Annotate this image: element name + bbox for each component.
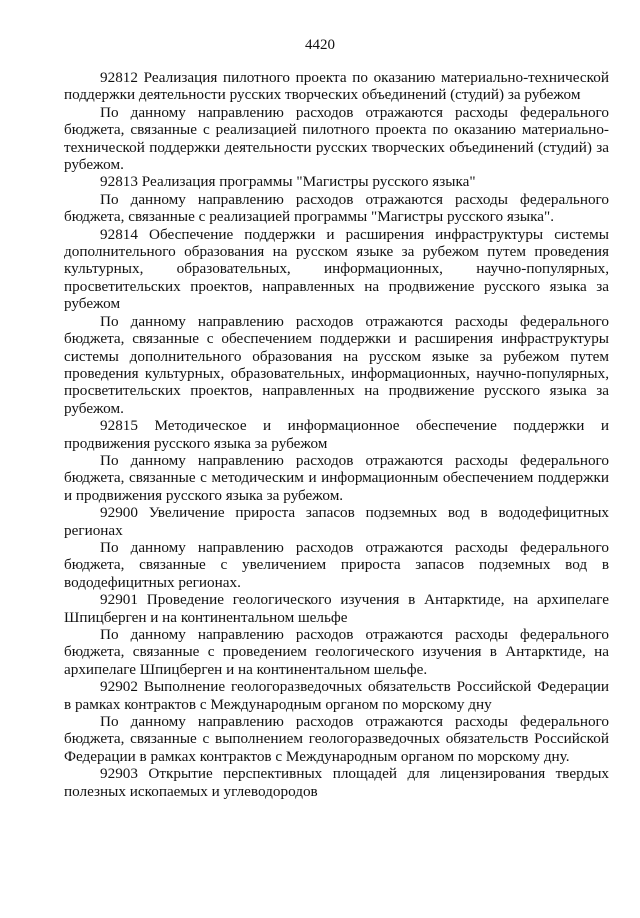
paragraph-92814-description: По данному направлению расходов отражаются расходы федерального бюджета, связанные с обеспечением поддержки и расширения инфраструктуры системы дополнительного образования на русском языке за рубежом путем проведения культурных, образовательных, информационных, научно-популярных, просветительских проектов, направленных на продвижение русского языка за рубежом. bbox=[64, 312, 609, 417]
page-number: 4420 bbox=[305, 37, 335, 53]
paragraph-92900-title: 92900 Увеличение прироста запасов подземных вод в вододефицитных регионах bbox=[64, 504, 609, 539]
paragraph-92902-description: По данному направлению расходов отражаются расходы федерального бюджета, связанные с выполнением геологоразведочных обязательств Российской Федерации в рамках контрактов с Международным органом по морскому дну. bbox=[64, 713, 609, 765]
paragraph-92901-title: 92901 Проведение геологического изучения в Антарктиде, на архипелаге Шпицберген и на континентальном шельфе bbox=[64, 591, 609, 626]
paragraph-92900-description: По данному направлению расходов отражаются расходы федерального бюджета, связанные с увеличением прироста запасов подземных вод в вододефицитных регионах. bbox=[64, 538, 609, 591]
paragraph-92815-title: 92815 Методическое и информационное обеспечение поддержки и продвижения русского языка за рубежом bbox=[64, 417, 609, 452]
paragraph-92815-description: По данному направлению расходов отражаются расходы федерального бюджета, связанные с методическим и информационным обеспечением поддержки и продвижения русского языка за рубежом. bbox=[64, 451, 609, 504]
document-body bbox=[64, 69, 609, 800]
paragraph-92903-title: 92903 Открытие перспективных площадей для лицензирования твердых полезных ископаемых и углеводородов bbox=[64, 765, 609, 800]
paragraph-92814-title: 92814 Обеспечение поддержки и расширения инфраструктуры системы дополнительного образования на русском языке за рубежом путем проведения культурных, образовательных, информационных, научно-популярных, просветительских проектов, направленных на продвижение русского языка за рубежом bbox=[64, 225, 609, 313]
paragraph-92812-description: По данному направлению расходов отражаются расходы федерального бюджета, связанные с реализацией пилотного проекта по оказанию материально-технической поддержки деятельности русских творческих объединений (студий) за рубежом. bbox=[64, 103, 609, 174]
paragraph-92812-title: 92812 Реализация пилотного проекта по оказанию материально-технической поддержки деятельности русских творческих объединений (студий) за рубежом bbox=[64, 69, 609, 104]
paragraph-92902-title: 92902 Выполнение геологоразведочных обязательств Российской Федерации в рамках контрактов с Международным органом по морскому дну bbox=[64, 678, 609, 713]
paragraph-92813-description: По данному направлению расходов отражаются расходы федерального бюджета, связанные с реализацией программы "Магистры русского языка". bbox=[64, 190, 609, 226]
paragraph-92901-description: По данному направлению расходов отражаются расходы федерального бюджета, связанные с проведением геологического изучения в Антарктиде, на архипелаге Шпицберген и на континентальном шельфе. bbox=[64, 626, 609, 678]
paragraph-92813-title: 92813 Реализация программы "Магистры русского языка" bbox=[100, 173, 476, 191]
